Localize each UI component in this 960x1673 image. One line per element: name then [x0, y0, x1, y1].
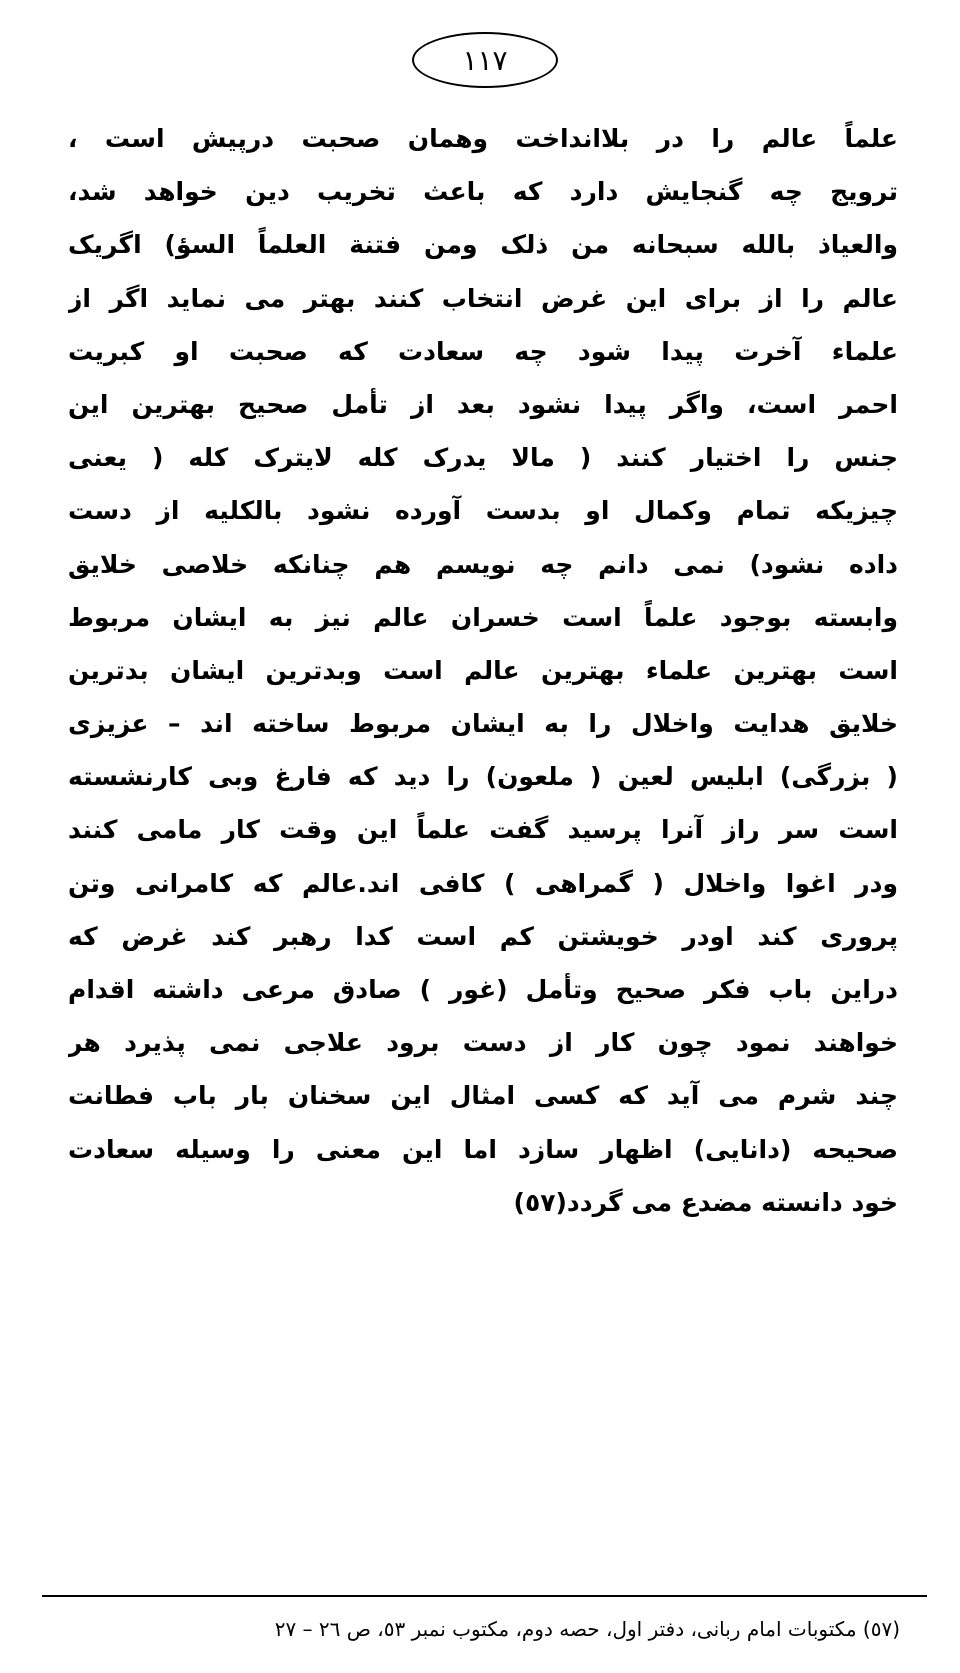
- text-line: است سر راز آنرا پرسید گفت علماً این وقت کار مامی کنند: [68, 815, 898, 845]
- text-line: پروری کند اودر خویشتن کم است کدا رهبر کند غرض که: [68, 921, 898, 951]
- text-line: علماء آخرت پیدا شود چه سعادت که صحبت او کبریت: [68, 336, 898, 366]
- text-line: داده نشود) نمی دانم چه نویسم هم چنانکه خلاصی خلایق: [68, 549, 898, 579]
- text-line: چیزیکه تمام وکمال او بدست آورده نشود بالکلیه از دست: [68, 496, 898, 526]
- text-line: ( بزرگی) ابلیس لعین ( ملعون) را دید که فارغ وبی کارنشسته: [68, 762, 898, 792]
- text-line: ودر اغوا واخلال ( گمراهی ) کافی اند.عالم که کامرانی وتن: [68, 868, 898, 898]
- text-line: جنس را اختیار کنند ( مالا یدرک کله لایترک کله ( یعنی: [68, 443, 898, 473]
- text-line: است بهترین علماء بهترین عالم است وبدترین ایشان بدترین: [68, 655, 898, 685]
- text-line: ترویج چه گنجایش دارد که باعث تخریب دین خواهد شد،: [68, 177, 898, 207]
- text-line: خلایق هدایت واخلال را به ایشان مربوط ساخته اند – عزیزی: [68, 709, 898, 739]
- footnote-divider: [42, 1595, 927, 1597]
- body-text: [68, 112, 898, 1229]
- text-line: خواهند نمود چون کار از دست برود علاجی نمی پذیرد هر: [68, 1028, 898, 1058]
- text-line: دراین باب فکر صحیح وتأمل (غور ) صادق مرعی داشته اقدام: [68, 975, 898, 1004]
- text-line-last: خود دانسته مضدع می گردد(٥٧): [513, 1187, 898, 1217]
- text-line: احمر است، واگر پیدا نشود بعد از تأمل صحیح بهترین این: [68, 389, 898, 419]
- footnote: (٥٧) مکتوبات امام ربانی، دفتر اول، حصه دوم، مکتوب نمبر ٥٣، ص ٢٦ – ٢٧: [274, 1617, 900, 1641]
- text-line: عالم را از برای این غرض انتخاب کنند بهتر می نماید اگر از: [68, 283, 898, 313]
- text-line: والعیاذ بالله سبحانه من ذلک ومن فتنة العلماً السؤ) اگریک: [68, 230, 898, 260]
- text-line: چند شرم می آید که کسی امثال این سخنان بار باب فطانت: [68, 1081, 898, 1111]
- text-line: صحیحه (دانایی) اظهار سازد اما این معنی را وسیله سعادت: [68, 1134, 898, 1164]
- page-number: ١١٧: [412, 32, 558, 88]
- text-line: علماً عالم را در بلاانداخت وهمان صحبت درپیش است ،: [68, 124, 898, 153]
- text-line: وابسته بوجود علماً است خسران عالم نیز به ایشان مربوط: [68, 602, 898, 632]
